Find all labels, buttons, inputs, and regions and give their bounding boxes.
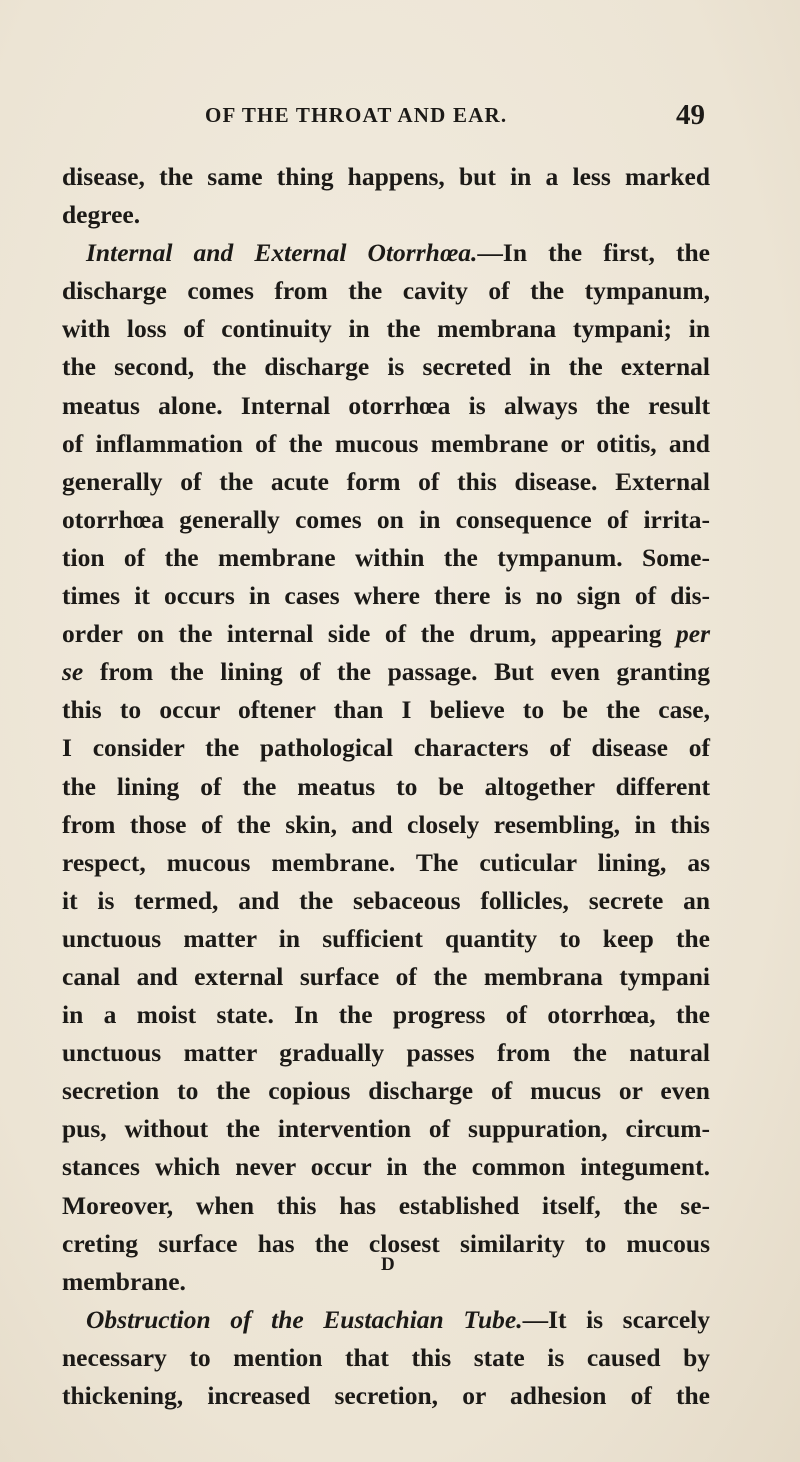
running-head [0, 98, 800, 138]
page-number: 49 [676, 99, 705, 131]
section-heading-eustachian: Obstruction of the Eustachian Tube. [86, 1304, 523, 1334]
italic-se: se [62, 657, 84, 687]
text-line: stances which never occur in the common integument. [62, 1152, 710, 1182]
text-line: tion of the membrane within the tympanum. Some- [62, 542, 710, 572]
text-line: the lining of the meatus to be altogether different [62, 771, 710, 801]
text-line: creting surface has the closest similarity to mucous [62, 1228, 710, 1258]
text-line [62, 615, 710, 653]
body-text [62, 158, 710, 1415]
text-line: disease, the same thing happens, but in a less marked [62, 162, 710, 191]
text-line: the second, the discharge is secreted in the external [62, 352, 710, 382]
italic-per: per [676, 619, 710, 649]
text-line: meatus alone. Internal otorrhœa is always the result [62, 390, 710, 420]
text-line: respect, mucous membrane. The cuticular lining, as [62, 847, 710, 877]
text-line: of inflammation of the mucous membrane or otitis, and [62, 428, 710, 458]
text-line: thickening, increased secretion, or adhesion of the [62, 1381, 710, 1410]
text-line: times it occurs in cases where there is no sign of dis- [62, 581, 710, 611]
section-heading-line [62, 1301, 710, 1339]
text-line: pus, without the intervention of suppuration, circum- [62, 1114, 710, 1144]
text-line: unctuous matter gradually passes from the natural [62, 1038, 710, 1068]
text-line-rest: from the lining of the passage. But even granting [83, 657, 710, 687]
text-line: degree. [62, 200, 141, 230]
text-line: otorrhœa generally comes on in consequence of irrita- [62, 504, 710, 534]
text-line: membrane. [62, 1266, 186, 1296]
text-line: unctuous matter in sufficient quantity to keep the [62, 923, 710, 953]
signature-mark: D [381, 1254, 395, 1275]
text-line: in a moist state. In the progress of otorrhœa, the [62, 1000, 710, 1030]
text-line: this to occur oftener than I believe to be the case, [62, 695, 710, 725]
section-heading-continuation: —It is scarcely [522, 1304, 711, 1334]
text-line: with loss of continuity in the membrana tympani; in [62, 314, 710, 344]
text-line [62, 653, 710, 691]
text-line: from those of the skin, and closely resembling, in this [62, 809, 710, 839]
section-heading-otorrhoea: Internal and External Otorrhœa. [86, 238, 478, 268]
running-title: OF THE THROAT AND EAR. [205, 103, 508, 127]
text-line: discharge comes from the cavity of the tympanum, [62, 276, 710, 306]
text-line-start: order on the internal side of the drum, appearing [62, 619, 676, 649]
text-line: secretion to the copious discharge of mucus or even [62, 1076, 710, 1106]
section-heading-line [62, 234, 710, 272]
text-line: Moreover, when this has established itself, the se- [62, 1190, 710, 1220]
section-heading-continuation: —In the first, the [477, 238, 710, 268]
text-line: canal and external surface of the membrana tympani [62, 961, 710, 991]
text-line: it is termed, and the sebaceous follicles, secrete an [62, 885, 710, 915]
text-line: I consider the pathological characters of disease of [62, 733, 710, 763]
text-line: generally of the acute form of this disease. External [62, 466, 710, 496]
text-line: necessary to mention that this state is caused by [62, 1342, 710, 1372]
